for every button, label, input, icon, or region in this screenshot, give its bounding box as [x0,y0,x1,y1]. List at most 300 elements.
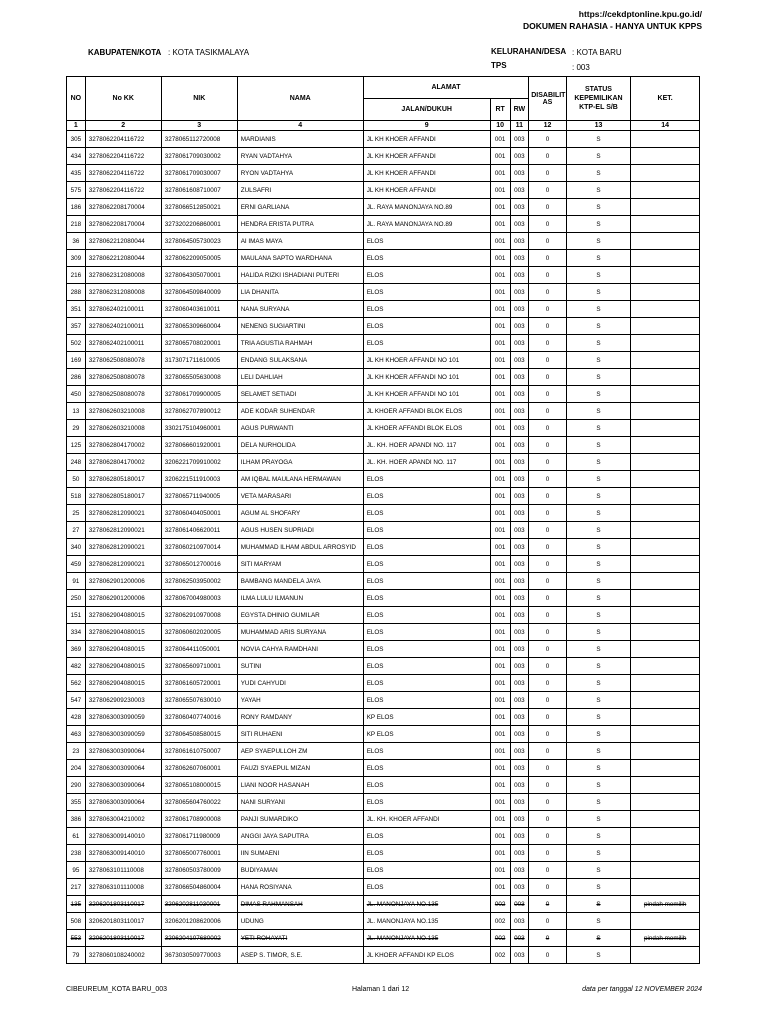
row-disabilitas: 0 [529,505,566,522]
row-status: S [566,556,631,573]
row-nokk: 3278063004210002 [85,811,161,828]
row-nama: ASEP S. TIMOR, S.E. [237,947,363,964]
row-status: S [566,760,631,777]
row-rt: 001 [490,437,510,454]
row-nokk: 3278062204116722 [85,148,161,165]
row-nama: UDUNG [237,913,363,930]
row-nokk: 3278062804170002 [85,454,161,471]
row-disabilitas: 0 [529,454,566,471]
row-nama: YUDI CAHYUDI [237,675,363,692]
row-nama: LIA DHANITA [237,284,363,301]
table-row [67,318,700,335]
row-no: 463 [67,726,86,743]
row-ket [631,386,700,403]
row-rt: 001 [490,488,510,505]
row-nik: 3278062607060001 [161,760,237,777]
row-no: 309 [67,250,86,267]
row-status: S [566,437,631,454]
row-rw: 003 [510,352,529,369]
row-nama: ADE KODAR SUHENDAR [237,403,363,420]
row-nik: 3278062707890012 [161,403,237,420]
table-row [67,199,700,216]
row-rt: 002 [490,930,510,947]
row-ket [631,879,700,896]
row-nama: AGUS HUSEN SUPRIADI [237,522,363,539]
column-number: 3 [161,121,237,131]
row-status: S [566,233,631,250]
row-disabilitas: 0 [529,556,566,573]
header-status: STATUS KEPEMILIKAN KTP-EL S/B [566,77,631,121]
row-rw: 003 [510,743,529,760]
row-nama: LELI DAHLIAH [237,369,363,386]
table-row [67,777,700,794]
row-nik: 3278061711980009 [161,828,237,845]
row-disabilitas: 0 [529,420,566,437]
table-row [67,369,700,386]
row-disabilitas: 0 [529,522,566,539]
row-disabilitas: 0 [529,760,566,777]
row-jalan: ELOS [363,301,490,318]
row-rt: 001 [490,352,510,369]
row-disabilitas: 0 [529,913,566,930]
row-disabilitas: 0 [529,573,566,590]
row-ket [631,403,700,420]
row-ket [631,522,700,539]
table-row [67,590,700,607]
row-disabilitas: 0 [529,709,566,726]
row-status: S [566,658,631,675]
row-nama: AM IQBAL MAULANA HERMAWAN [237,471,363,488]
row-nama: DELA NURHOLIDA [237,437,363,454]
row-ket [631,488,700,505]
row-rw: 003 [510,505,529,522]
row-jalan: JL KH KHOER AFFANDI [363,148,490,165]
row-nokk: 3278062904080015 [85,607,161,624]
row-jalan: JL. RAYA MANONJAYA NO.89 [363,216,490,233]
row-nama: AI IMAS MAYA [237,233,363,250]
row-jalan: ELOS [363,250,490,267]
row-jalan: JL KH KHOER AFFANDI NO 101 [363,386,490,403]
row-jalan: JL. KH. HOER APANDI NO. 117 [363,454,490,471]
row-disabilitas: 0 [529,658,566,675]
row-rw: 003 [510,828,529,845]
row-jalan: JL. KH. HOER APANDI NO. 117 [363,437,490,454]
row-ket [631,148,700,165]
row-jalan: ELOS [363,760,490,777]
row-jalan: ELOS [363,539,490,556]
row-no: 428 [67,709,86,726]
row-status: S [566,692,631,709]
row-jalan: ELOS [363,488,490,505]
column-number: 12 [529,121,566,131]
row-nik: 3278065108000015 [161,777,237,794]
row-ket [631,216,700,233]
row-rw: 003 [510,199,529,216]
row-nokk: 3278062312080008 [85,267,161,284]
row-no: 248 [67,454,86,471]
header-nik: NIK [161,77,237,121]
row-nokk: 3278063003090064 [85,760,161,777]
row-nik: 3302175104960001 [161,420,237,437]
row-disabilitas: 0 [529,369,566,386]
row-nama: YETI ROHAYATI [237,930,363,947]
row-ket [631,777,700,794]
row-ket: pindah memilih [631,930,700,947]
row-nik: 3278064305070001 [161,267,237,284]
row-rt: 001 [490,131,510,148]
row-disabilitas: 0 [529,539,566,556]
row-no: 50 [67,471,86,488]
row-nama: NANI SURYANI [237,794,363,811]
row-rw: 003 [510,437,529,454]
row-jalan: ELOS [363,522,490,539]
row-nama: HANA ROSIYANA [237,879,363,896]
table-row [67,930,700,947]
row-nokk: 3278063003090064 [85,794,161,811]
row-nik: 3278066504860004 [161,879,237,896]
row-jalan: ELOS [363,233,490,250]
table-row [67,896,700,913]
row-status: S [566,641,631,658]
row-nik: 3278064411050001 [161,641,237,658]
row-disabilitas: 0 [529,624,566,641]
row-no: 61 [67,828,86,845]
row-jalan: JL. MANONJAYA NO.135 [363,896,490,913]
row-no: 79 [67,947,86,964]
source-url: https://cekdptonline.kpu.go.id/ [578,9,702,19]
table-row [67,573,700,590]
row-jalan: ELOS [363,590,490,607]
header-disabilitas: DISABILIT AS [529,77,566,121]
row-rt: 001 [490,386,510,403]
row-rt: 001 [490,301,510,318]
row-nokk: 3278062805180017 [85,488,161,505]
row-rw: 003 [510,794,529,811]
row-jalan: JL. MANONJAYA NO.135 [363,930,490,947]
row-rw: 003 [510,760,529,777]
row-status: S [566,930,631,947]
row-nokk: 3278062901200006 [85,573,161,590]
row-nokk: 3278062901200006 [85,590,161,607]
header-nokk: No KK [85,77,161,121]
row-nokk: 3278062909230003 [85,692,161,709]
row-nik: 3278062910970008 [161,607,237,624]
row-rt: 001 [490,709,510,726]
row-status: S [566,454,631,471]
row-nama: FAUZI SYAEPUL MIZAN [237,760,363,777]
row-rw: 003 [510,573,529,590]
row-rw: 003 [510,454,529,471]
row-no: 482 [67,658,86,675]
row-jalan: JL KH KHOER AFFANDI [363,165,490,182]
row-rw: 003 [510,403,529,420]
row-nama: ANGGI JAYA SAPUTRA [237,828,363,845]
row-jalan: ELOS [363,675,490,692]
row-ket [631,284,700,301]
row-nokk: 3278063003090059 [85,726,161,743]
row-rw: 003 [510,420,529,437]
row-no: 27 [67,522,86,539]
row-jalan: JL KH KHOER AFFANDI NO 101 [363,369,490,386]
table-row [67,879,700,896]
table-row [67,352,700,369]
row-nik: 3206204107680002 [161,930,237,947]
row-jalan: ELOS [363,335,490,352]
row-nama: RONY RAMDANY [237,709,363,726]
row-jalan: JL KH KHOER AFFANDI NO 101 [363,352,490,369]
row-ket [631,199,700,216]
row-status: S [566,743,631,760]
row-nik: 3278060404050001 [161,505,237,522]
row-jalan: ELOS [363,471,490,488]
row-jalan: JL KHOER AFFANDI KP ELOS [363,947,490,964]
row-rt: 001 [490,743,510,760]
row-rw: 003 [510,318,529,335]
column-number: 4 [237,121,363,131]
row-jalan: ELOS [363,777,490,794]
row-jalan: ELOS [363,556,490,573]
row-nokk: 3206201803110017 [85,913,161,930]
row-rt: 001 [490,828,510,845]
table-row [67,386,700,403]
row-disabilitas: 0 [529,386,566,403]
row-status: S [566,777,631,794]
row-nama: SUTINI [237,658,363,675]
row-nik: 3278065309660004 [161,318,237,335]
row-ket [631,913,700,930]
table-row [67,743,700,760]
row-nik: 3673030509770003 [161,947,237,964]
row-ket [631,709,700,726]
row-nokk: 3278062904080015 [85,675,161,692]
row-disabilitas: 0 [529,471,566,488]
row-nama: HENDRA ERISTA PUTRA [237,216,363,233]
row-rt: 001 [490,675,510,692]
row-nama: MAULANA SAPTO WARDHANA [237,250,363,267]
row-ket [631,335,700,352]
table-row [67,624,700,641]
row-nama: RYON VADTAHYA [237,165,363,182]
row-no: 36 [67,233,86,250]
row-disabilitas: 0 [529,726,566,743]
row-rt: 002 [490,913,510,930]
row-nik: 3278064509840009 [161,284,237,301]
row-disabilitas: 0 [529,777,566,794]
row-no: 547 [67,692,86,709]
row-nokk: 3278062904080015 [85,658,161,675]
row-nik: 3278065112720008 [161,131,237,148]
row-nama: RYAN VADTAHYA [237,148,363,165]
table-row [67,539,700,556]
row-status: S [566,471,631,488]
row-jalan: ELOS [363,267,490,284]
row-status: S [566,879,631,896]
row-ket [631,352,700,369]
confidential-notice: DOKUMEN RAHASIA - HANYA UNTUK KPPS [523,21,702,31]
row-nokk: 3278062204116722 [85,165,161,182]
kelurahan-value: : KOTA BARU [572,48,622,57]
row-rt: 001 [490,794,510,811]
row-ket [631,233,700,250]
row-rw: 003 [510,386,529,403]
row-rw: 003 [510,182,529,199]
table-row [67,471,700,488]
footer-page-number: Halaman 1 dari 12 [352,986,410,993]
row-ket [631,165,700,182]
row-status: S [566,505,631,522]
row-ket [631,471,700,488]
row-jalan: JL KHOER AFFANDI BLOK ELOS [363,420,490,437]
row-rt: 001 [490,879,510,896]
row-status: S [566,267,631,284]
row-rw: 003 [510,539,529,556]
row-rt: 001 [490,862,510,879]
row-disabilitas: 0 [529,590,566,607]
row-ket [631,760,700,777]
row-nokk: 3278063009140010 [85,845,161,862]
row-jalan: ELOS [363,641,490,658]
row-no: 434 [67,148,86,165]
header-alamat: ALAMAT [363,77,529,99]
row-rw: 003 [510,726,529,743]
row-rt: 001 [490,284,510,301]
row-nama: SITI MARYAM [237,556,363,573]
row-ket [631,131,700,148]
row-rw: 003 [510,250,529,267]
row-nokk: 3278062204116722 [85,131,161,148]
row-nokk: 3278062212080044 [85,250,161,267]
row-status: S [566,488,631,505]
row-status: S [566,675,631,692]
row-rt: 001 [490,777,510,794]
table-row [67,267,700,284]
table-row [67,794,700,811]
row-jalan: ELOS [363,879,490,896]
row-jalan: JL KHOER AFFANDI BLOK ELOS [363,403,490,420]
table-row [67,556,700,573]
table-row [67,403,700,420]
row-nik: 3278065012700016 [161,556,237,573]
row-status: S [566,284,631,301]
row-nokk: 3278062812090021 [85,522,161,539]
row-rw: 003 [510,131,529,148]
row-rw: 003 [510,284,529,301]
row-nik: 3278061608710007 [161,182,237,199]
table-row [67,607,700,624]
row-nokk: 3206201803110017 [85,896,161,913]
row-ket [631,505,700,522]
row-rt: 001 [490,335,510,352]
row-no: 218 [67,216,86,233]
column-number: 11 [510,121,529,131]
row-jalan: JL KH KHOER AFFANDI [363,131,490,148]
row-no: 369 [67,641,86,658]
row-ket [631,845,700,862]
row-rt: 001 [490,607,510,624]
row-nama: AGUS PURWANTI [237,420,363,437]
table-row [67,420,700,437]
row-status: S [566,947,631,964]
row-status: S [566,165,631,182]
row-nama: DIMAS RAHMANSAH [237,896,363,913]
row-rw: 003 [510,471,529,488]
row-disabilitas: 0 [529,437,566,454]
row-status: S [566,913,631,930]
row-no: 169 [67,352,86,369]
row-status: S [566,896,631,913]
row-jalan: ELOS [363,505,490,522]
row-no: 290 [67,777,86,794]
row-status: S [566,352,631,369]
row-no: 204 [67,760,86,777]
row-rw: 003 [510,947,529,964]
row-nama: VETA MARASARI [237,488,363,505]
row-disabilitas: 0 [529,692,566,709]
row-rw: 003 [510,641,529,658]
row-nik: 3278060602020005 [161,624,237,641]
row-no: 288 [67,284,86,301]
row-disabilitas: 0 [529,743,566,760]
table-row [67,845,700,862]
row-nokk: 3278062603210008 [85,403,161,420]
kabupaten-label: KABUPATEN/KOTA [88,48,162,57]
row-disabilitas: 0 [529,811,566,828]
column-number: 10 [490,121,510,131]
row-rt: 001 [490,726,510,743]
table-row [67,284,700,301]
row-nama: LIANI NOOR HASANAH [237,777,363,794]
row-status: S [566,811,631,828]
row-nama: AGUM AL SHOFARY [237,505,363,522]
table-row [67,148,700,165]
row-ket [631,369,700,386]
row-rt: 001 [490,148,510,165]
row-no: 459 [67,556,86,573]
row-ket [631,947,700,964]
row-status: S [566,403,631,420]
row-rt: 001 [490,182,510,199]
row-rw: 003 [510,811,529,828]
row-disabilitas: 0 [529,301,566,318]
row-disabilitas: 0 [529,233,566,250]
row-nama: ERNI GARLIANA [237,199,363,216]
row-nik: 3278065604760022 [161,794,237,811]
row-ket [631,828,700,845]
row-nokk: 3278062904080015 [85,641,161,658]
kabupaten-value: : KOTA TASIKMALAYA [168,48,250,57]
row-nama: BUDIYAMAN [237,862,363,879]
header-ket: KET. [631,77,700,121]
row-rw: 003 [510,369,529,386]
row-status: S [566,369,631,386]
row-nik: 3278064505730023 [161,233,237,250]
row-status: S [566,420,631,437]
row-rw: 003 [510,148,529,165]
row-nik: 3278060210970014 [161,539,237,556]
row-nik: 3278060407740016 [161,709,237,726]
row-rt: 001 [490,216,510,233]
row-jalan: ELOS [363,573,490,590]
row-jalan: ELOS [363,794,490,811]
row-disabilitas: 0 [529,250,566,267]
row-rw: 003 [510,709,529,726]
row-disabilitas: 0 [529,318,566,335]
row-rw: 003 [510,233,529,250]
voter-table [66,76,700,964]
row-nokk: 3278062204116722 [85,182,161,199]
footer-file-label: CIBEUREUM_KOTA BARU_003 [66,986,168,993]
row-no: 357 [67,318,86,335]
